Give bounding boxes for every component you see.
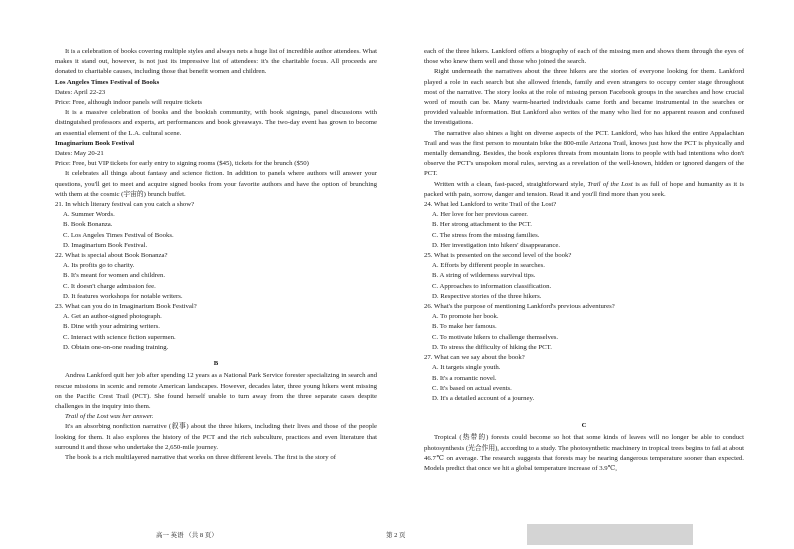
passage-text: Written with a clean, fast-paced, straightforward style,	[434, 180, 588, 188]
answer-option[interactable]: B. A string of wilderness survival tips.	[432, 272, 536, 280]
passage-paragraph	[424, 180, 744, 200]
left-column	[55, 47, 377, 463]
answer-option[interactable]: A. Its profits go to charity.	[63, 262, 135, 270]
passage-text: is as full of hope and humanity as it is packed with pain, sorrow, danger and tension. Read it and you'll find more than you seek.	[424, 180, 744, 198]
question-24	[424, 200, 744, 251]
festival-title: Imaginarium Book Festival	[55, 139, 135, 147]
answer-option[interactable]: D. Her investigation into hikers' disappearance.	[432, 241, 561, 249]
answer-option[interactable]: A. To promote her book.	[432, 313, 499, 321]
intro-paragraph: It is a celebration of books covering multiple styles and always nets a huge list of incredible author attendees. What makes it stand out, however, is not just its impressive list of attendees: it's the charitable focus. All proceeds are donated to charitable causes, including those that benefit women and children.	[55, 48, 377, 76]
passage-paragraph: Andrea Lankford quit her job after spending 12 years as a National Park Service forester specializing in search and rescue missions in scenic and remote American landscapes. However, decades later, three young hikers went missing on the Pacific Crest Trail (PCT). She found herself unable to turn away from the three separate cases despite challenges in the inquiry into them.	[55, 372, 377, 410]
answer-option[interactable]: B. Book Bonanza.	[63, 221, 113, 229]
answer-option[interactable]: C. It doesn't charge admission fee.	[63, 282, 156, 290]
passage-paragraph: Tropical (热带的) forests could become so hot that some kinds of leaves will no longer be able to conduct photosynthesis (光合作用), according to a study. The photosynthetic machinery in tropical trees begins to fail at about 46.7℃ on average. The research suggests that forests may be nearing dangerous temperature sooner than expected. Models predict that once we hit a global temperature increase of 3.9℃,	[424, 434, 744, 472]
question-stem: 26. What's the purpose of mentioning Lankford's previous adventures?	[424, 303, 615, 311]
answer-option[interactable]: D. Respective stories of the three hikers.	[432, 292, 542, 300]
question-27	[424, 353, 744, 404]
answer-option[interactable]: C. Approaches to information classification.	[432, 282, 552, 290]
footer-left: 高一 英语 （共 8 页）	[156, 532, 218, 539]
festival-description: It celebrates all things about fantasy and science fiction. In addition to panels where authors will answer your questions, you'll get to meet and acquire signed books from your favorite authors and have the option of brunching with them at the cosmic (宇宙的) brunch buffet.	[55, 170, 377, 198]
festival-description: It is a massive celebration of books and the bookish community, with book signings, panel discussions with distinguished professors and experts, art performances and book giveaways. The two-day event has grown to become an essential element of the L.A. cultural scene.	[55, 109, 377, 137]
answer-option[interactable]: A. Efforts by different people in searches.	[432, 262, 545, 270]
book-title: Trail of the Lost	[587, 180, 633, 188]
answer-option[interactable]: C. The stress from the missing families.	[432, 231, 540, 239]
answer-option[interactable]: D. It features workshops for notable writers.	[63, 292, 183, 300]
question-stem: 27. What can we say about the book?	[424, 354, 525, 362]
answer-option[interactable]: A. Get an author-signed photograph.	[63, 313, 162, 321]
passage-paragraph: It's an absorbing nonfiction narrative (叙事) about the three hikers, including their lives and those of the people looking for them. It also explores the history of the PCT and the rich subculture, practices and even literature that surround it and those who undertake the 2,650-mile journey.	[55, 423, 377, 451]
question-23	[55, 302, 377, 353]
answer-option[interactable]: C. To motivate hikers to challenge themselves.	[432, 333, 559, 341]
answer-option[interactable]: D. It's a detailed account of a journey.	[432, 394, 535, 402]
question-stem: 22. What is special about Book Bonanza?	[55, 252, 168, 260]
page-number: 第 2 页	[386, 532, 406, 539]
festival-price: Price: Free, although indoor panels will require tickets	[55, 99, 202, 107]
festival-dates: Dates: May 20-21	[55, 150, 104, 158]
question-21	[55, 200, 377, 251]
festival-price: Price: Free, but VIP tickets for early entry to signing rooms ($45), tickets for the brunch ($50)	[55, 160, 309, 168]
answer-option[interactable]: D. Imaginarium Book Festival.	[63, 241, 148, 249]
question-26	[424, 302, 744, 353]
passage-paragraph: Right underneath the narratives about the three hikers are the stories of everyone looking for them. Lankford played a role in each search but she allowed friends, family and even strangers to occupy center stage throughout most of the narrative. The story looks at the role of missing person Facebook groups in the searches and how crucial word of mouth can be. Many warm-hearted individuals came forth and became instrumental in the searches or provided valuable information. But Lankford also writes of the many who lied for no apparent reason and confused the investigations.	[424, 68, 744, 127]
question-stem: 21. In which literary festival can you catch a show?	[55, 201, 195, 209]
answer-option[interactable]: B. Dine with your admiring writers.	[63, 323, 160, 331]
section-label-b: B	[213, 360, 219, 368]
answer-option[interactable]: A. Her love for her previous career.	[432, 211, 528, 219]
festival-dates: Dates: April 22-23	[55, 88, 106, 96]
answer-option[interactable]: A. It targets single youth.	[432, 364, 501, 372]
answer-option[interactable]: C. It's based on actual events.	[432, 384, 512, 392]
answer-option[interactable]: C. Los Angeles Times Festival of Books.	[63, 231, 174, 239]
answer-option[interactable]: B. Her strong attachment to the PCT.	[432, 221, 532, 229]
question-22	[55, 251, 377, 302]
answer-option[interactable]: D. Obtain one-on-one reading training.	[63, 343, 169, 351]
section-label-c: C	[581, 422, 587, 430]
question-25	[424, 251, 744, 302]
right-column	[424, 47, 744, 474]
passage-paragraph: Trail of the Lost was her answer.	[65, 413, 154, 421]
redaction-box	[527, 524, 693, 545]
answer-option[interactable]: A. Summer Words.	[63, 211, 115, 219]
spacer	[424, 404, 744, 415]
answer-option[interactable]: B. It's meant for women and children.	[63, 272, 166, 280]
question-stem: 24. What led Lankford to write Trail of the Lost?	[424, 201, 557, 209]
passage-paragraph: The book is a rich multilayered narrative that works on three different levels. The first is the story of	[65, 453, 336, 461]
answer-option[interactable]: D. To stress the difficulty of hiking the PCT.	[432, 343, 552, 351]
question-stem: 25. What is presented on the second level of the book?	[424, 252, 572, 260]
question-stem: 23. What can you do in Imaginarium Book Festival?	[55, 303, 197, 311]
answer-option[interactable]: C. Interact with science fiction supermen.	[63, 333, 176, 341]
festival-title: Los Angeles Times Festival of Books	[55, 78, 160, 86]
passage-paragraph: The narrative also shines a light on diverse aspects of the PCT. Lankford, who has hiked the entire Appalachian Trail and was the first person to mountain bike the 800-mile Arizona Trail, knows just how the PCT is physically and mentally demanding. Besides, the book explores threats from mountain lions to people with bad intentions who don't observe the PCT's unspoken moral rules, serving as a revelation of the well-known, hidden or ignored dangers of the PCT.	[424, 129, 744, 178]
answer-option[interactable]: B. To make her famous.	[432, 323, 497, 331]
passage-paragraph: each of the three hikers. Lankford offers a biography of each of the missing men and shows them through the eyes of those who knew them well and those who joined the search.	[424, 48, 744, 66]
answer-option[interactable]: B. It's a romantic novel.	[432, 374, 497, 382]
